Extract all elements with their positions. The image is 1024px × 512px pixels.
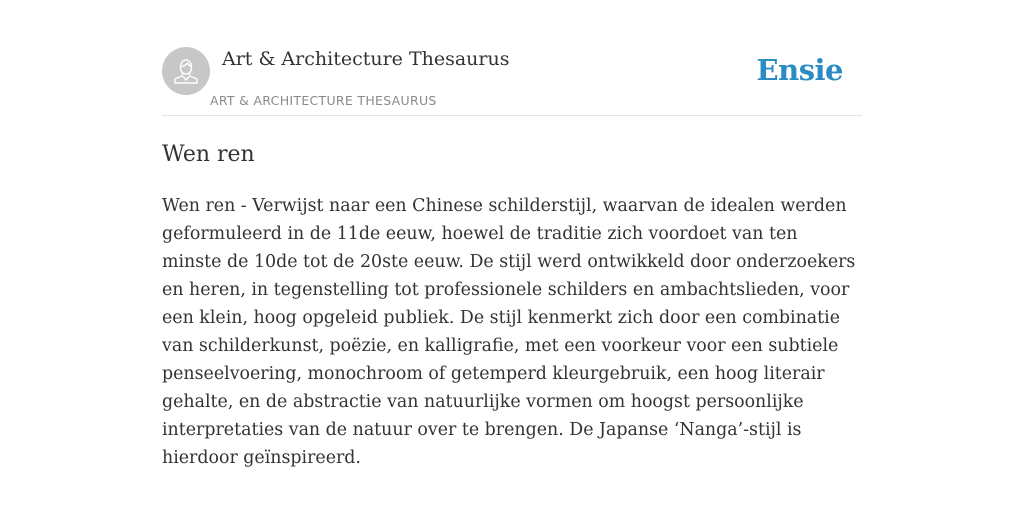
source-title[interactable]: Art & Architecture Thesaurus: [222, 48, 510, 70]
page-title: Wen ren: [162, 142, 255, 167]
source-avatar[interactable]: [162, 47, 210, 95]
user-icon: [162, 47, 210, 95]
source-header: [162, 46, 862, 116]
definition-text: Wen ren - Verwijst naar een Chinese schilderstijl, waarvan de idealen werden geformuleerd in de 11de eeuw, hoewel de traditie zich voordoet van ten minste de 10de tot de 20ste eeuw. De stijl werd ontwikkeld door onderzoekers en heren, in tegenstelling tot professionele schilders en ambachtslieden, voor een klein, hoog opgeleid publiek. De stijl kenmerkt zich door een combinatie van schilderkunst, poëzie, en kalligrafie, met een voorkeur voor een subtiele penseelvoering, monochroom of getemperd kleurgebruik, een hoog literair gehalte, en de abstractie van natuurlijke vormen om hoogst persoonlijke interpretaties van de natuur over te brengen. De Japanse ‘Nanga’-stijl is hierdoor geïnspireerd.: [162, 196, 856, 468]
source-subtitle: ART & ARCHITECTURE THESAURUS: [210, 93, 437, 108]
brand-logo[interactable]: Ensie: [756, 53, 843, 87]
